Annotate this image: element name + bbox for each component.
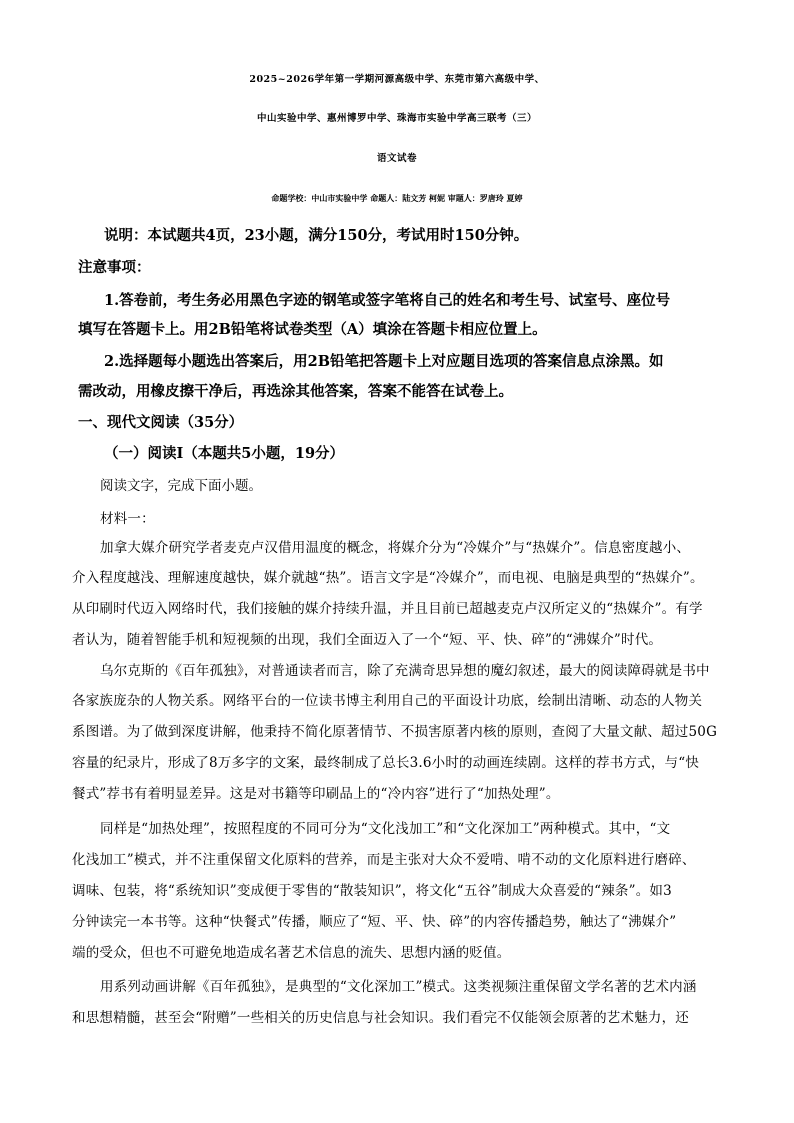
notice-item-2-line-2: 需改动，用橡皮擦干净后，再选涂其他答案，答案不能答在试卷上。 (78, 383, 513, 400)
notice-item-1-line-2: 填写在答题卡上。用2B铅笔将试卷类型（A）填涂在答题卡相应位置上。 (78, 321, 547, 338)
notice-item-2-line-1: 2.选择题每小题选出答案后，用2B铅笔把答题卡上对应题目选项的答案信息点涂黑。如 (104, 353, 664, 370)
passage-line: 者认为，随着智能手机和短视频的出现，我们全面迈入了一个“短、平、快、碎”的“沸媒介”时代。 (72, 632, 663, 648)
passage-line: 介入程度越浅、理解速度越快，媒介就越“热”。语言文字是“冷媒介”，而电视、电脑是典型的“热媒介”。 (72, 570, 704, 586)
passage-line: 分钟读完一本书等。这种“快餐式”传播，顺应了“短、平、快、碎”的内容传播趋势，触达了“沸媒介” (72, 914, 677, 930)
exam-title-line1: 2025~2026学年第一学期河源高级中学、东莞市第六高级中学、 (249, 74, 545, 85)
passage-line: 从印刷时代迈入网络时代，我们接触的媒介持续升温，并且目前已超越麦克卢汉所定义的“热媒介”。有学 (72, 601, 703, 617)
exam-title-line2: 中山实验中学、惠州博罗中学、珠海市实验中学高三联考（三） (256, 113, 537, 124)
passage-line: 乌尔克斯的《百年孤独》，对普通读者而言，除了充满奇思异想的魔幻叙述，最大的阅读障碍就是书中 (100, 663, 710, 679)
notices-heading: 注意事项： (78, 259, 151, 276)
subsection-heading: （一）阅读Ⅰ（本题共5小题，19分） (104, 445, 345, 462)
reading-instruction: 阅读文字，完成下面小题。 (100, 478, 262, 493)
section-heading: 一、现代文阅读（35分） (78, 414, 244, 431)
notice-item-1-line-1: 1.答卷前，考生务必用黑色字迹的钢笔或签字笔将自己的姓名和考生号、试室号、座位号 (104, 292, 671, 309)
passage-line: 同样是“加热处理”，按照程度的不同可分为“文化浅加工”和“文化深加工”两种模式。其中，“文 (100, 821, 671, 837)
material-label: 材料一： (100, 511, 155, 527)
passage-line: 各家族庞杂的人物关系。网络平台的一位读书博主利用自己的平面设计功底，绘制出清晰、动态的人物关 (72, 693, 703, 709)
passage-line: 化浅加工”模式，并不注重保留文化原料的营养，而是主张对大众不爱啃、啃不动的文化原料进行磨碎、 (72, 852, 696, 868)
passage-line: 系图谱。为了做到深度讲解，他秉持不简化原著情节、不损害原著内核的原则，查阅了大量文献、超过50G (72, 724, 718, 740)
exam-title-line3: 语文试卷 (376, 153, 417, 164)
passage-line: 餐式”荐书有着明显差异。这是对书籍等印刷品上的“冷内容”进行了“加热处理”。 (72, 786, 560, 802)
passage-line: 端的受众，但也不可避免地造成名著艺术信息的流失、思想内涵的贬值。 (72, 945, 511, 961)
passage-line: 容量的纪录片，形成了8万多字的文案，最终制成了总长3.6小时的动画连续剧。这样的荐书方式，与“快 (72, 755, 700, 771)
passage-line: 用系列动画讲解《百年孤独》，是典型的“文化深加工”模式。这类视频注重保留文学名著的艺术内涵 (100, 979, 697, 995)
passage-line: 加拿大媒介研究学者麦克卢汉借用温度的概念，将媒介分为“冷媒介”与“热媒介”。信息密度越小、 (100, 540, 691, 556)
passage-line: 和思想精髓，甚至会“附赠”一些相关的历史信息与社会知识。我们看完不仅能领会原著的艺术魅力，还 (72, 1010, 690, 1026)
exam-instructions-note: 说明：本试题共4页，23小题，满分150分，考试用时150分钟。 (104, 227, 529, 244)
passage-line: 调味、包装，将“系统知识”变成便于零售的“散装知识”，将文化“五谷”制成大众喜爱的“辣条”。如3 (72, 883, 672, 899)
exam-credits: 命题学校：中山市实验中学 命题人：陆文芳 柯妮 审题人：罗唐玲 夏婷 (271, 193, 523, 203)
